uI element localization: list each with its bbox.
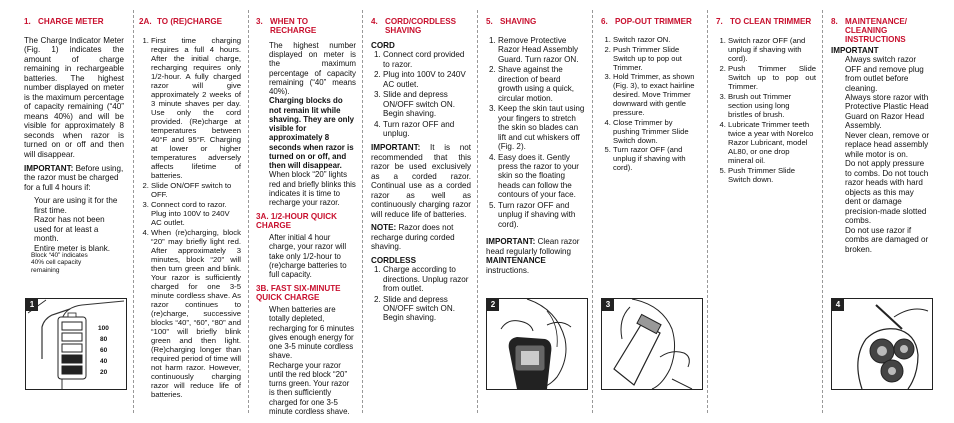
figure-number: 3 bbox=[602, 299, 614, 311]
section-heading: 1. CHARGE METER bbox=[24, 17, 104, 26]
section-heading: 8. MAINTENANCE/ CLEANING INSTRUCTIONS bbox=[831, 17, 908, 44]
column-divider bbox=[477, 10, 478, 413]
meter-level-40: 40 bbox=[100, 358, 108, 365]
list-item: 2. Push Trimmer Slide Switch up to pop out Trimmer. bbox=[728, 64, 816, 91]
list-item: Your are using it for the first time. bbox=[34, 196, 118, 215]
list-item: 4. Easy does it. Gently press the razor to your skin so the floating heads can follow the contours of your face. bbox=[498, 153, 586, 200]
list-item: 2. Push Trimmer Slide Switch up to pop out Trimmer. bbox=[613, 46, 701, 73]
list-item: 1. Connect cord provided to razor. bbox=[383, 50, 471, 69]
column-divider bbox=[707, 10, 708, 413]
list-item: 5. Turn razor OFF (and unplug if shaving with cord). bbox=[613, 146, 701, 173]
column-divider bbox=[248, 10, 249, 413]
list-item: 4. When (re)charging, block “20” may briefly light red. After approximately 3 minutes, block “20” will then turn green and blink. Your razor is sufficiently charged for one 3-5 minute cordless shave. As razor continues to (re)charge, successive blocks “40”, “60”, “80” and “100” will briefly blink green and then light. (Re)charging longer than required period of time will not harm razor. However, continuously charging razor will reduce life of batteries. bbox=[151, 228, 241, 399]
section-when-to-recharge: 3. WHEN TO RECHARGE The highest number displayed on meter is the maximum percentage of capacity remaining (“40” means 40%). Charging blocks do not remain lit while shaving. They are only visible for approximately 8 seconds when razor is turned on or off, and then will disappear. When block “20” lights red and briefly blinks this indicates it is time to recharge your razor. 3A. 1/2-HOUR QUICK CHARGE After initial 4 hour charge, your razor will take only 1/2-hour to (re)charge batteries to full capacity. 3B. FAST SIX-MINUTE QUICK CHARGE When batteries are totally depleted, recharging for 6 minutes gives enough energy for one 3-5 minute cordless shave. Recharge your razor until the red block “20” turns green. Your razor is then sufficiently charged for one 3-5 minute cordless shave. bbox=[256, 17, 356, 416]
section-heading: 4. CORD/CORDLESS SHAVING bbox=[371, 17, 457, 35]
subsection-heading: 3A. 1/2-HOUR QUICK CHARGE bbox=[256, 212, 337, 231]
list-item: 1. Switch razor ON. bbox=[613, 36, 701, 45]
section-shaving: 5. SHAVING 1. Remove Protective Razor Head Assembly Guard. Turn razor ON. 2. Shave against the direction of beard growth using a quick, circular motion. 3. Keep the skin taut using your fingers to stretch the skin so blades can lift and cut whiskers off (Fig. 2). 4. Easy does it. Gently press the razor to your skin so the floating heads can follow the contours of your face. 5. Turn razor OFF and unplug if shaving with cord). IMPORTANT: Clean razor head regularly following MAINTENANCE instructions. bbox=[486, 18, 586, 279]
section-heading: 6. POP-OUT TRIMMER bbox=[601, 17, 692, 26]
column-divider bbox=[822, 10, 823, 413]
figure-3-trimmer bbox=[601, 298, 703, 390]
list-item: 3. Keep the skin taut using your fingers to stretch the skin so blades can lift and cut whiskers off (Fig. 2). bbox=[498, 104, 586, 151]
section-heading: 7. TO CLEAN TRIMMER bbox=[716, 17, 812, 26]
charge-meter-text: The Charge Indicator Meter (Fig. 1) indicates the amount of charge remaining in rechargeable batteries. The highest number displayed on meter is the maximum percentage of capacity remaining (“40” means 40%) and will be visible for approximately 8 seconds when razor is turned on or off and then will disappear. bbox=[24, 35, 124, 159]
figure-number: 4 bbox=[832, 299, 844, 311]
cordless-heading: CORDLESS bbox=[371, 255, 416, 265]
important-label: IMPORTANT: bbox=[24, 163, 74, 173]
section-heading: 2A. TO (RE)CHARGE bbox=[139, 17, 223, 26]
column-divider bbox=[592, 10, 593, 413]
meter-level-60: 60 bbox=[100, 347, 108, 354]
list-item: 1. First time charging requires a full 4 hours. After the initial charge, recharging requires only 1/2-hour. A fully charged razor will give approximately 2 weeks of 3 minute shaves per day. Use only the cord provided. (Re)charge at temperatures between 40°F and 95°F. Charging at lower or higher temperatures adversely affects lifetime of batteries. bbox=[151, 36, 241, 180]
important-label: IMPORTANT: bbox=[371, 143, 421, 153]
meter-level-20: 20 bbox=[100, 369, 108, 376]
column-divider bbox=[133, 10, 134, 413]
list-item: 4. Close Trimmer by pushing Trimmer Slide Switch down. bbox=[613, 119, 701, 146]
section-clean-trimmer bbox=[716, 18, 816, 185]
list-item: 2. Slide ON/OFF switch to OFF. bbox=[151, 181, 241, 199]
section-recharge bbox=[139, 18, 241, 400]
section-maintenance: 8. MAINTENANCE/ CLEANING INSTRUCTIONS IMPORTANT Always switch razor OFF and remove plug from outlet before cleaning. Always store razor with Protective Plastic Head Guard on Razor Head Assembly. Never clean, remove or replace head assembly while motor is on. Do not apply pressure to combs. Do not touch razor heads with hard objects as this may dent or damage precision-made slotted combs. Do not use razor if combs are damaged or broken. bbox=[831, 17, 930, 254]
list-item: 2. Shave against the direction of beard growth using a quick, circular motion. bbox=[498, 65, 586, 103]
section-pop-out-trimmer bbox=[601, 18, 701, 174]
list-item: 4. Turn razor OFF and unplug. bbox=[383, 120, 471, 139]
figure-4-cleaning bbox=[831, 298, 933, 390]
subsection-heading: 3B. FAST SIX-MINUTE QUICK CHARGE bbox=[256, 284, 341, 303]
important-label: IMPORTANT: bbox=[486, 237, 536, 247]
figure-number: 1 bbox=[26, 299, 38, 311]
figure-2-shaving bbox=[486, 298, 588, 390]
meter-level-100: 100 bbox=[98, 325, 109, 332]
trimmer-illustration bbox=[602, 299, 702, 389]
list-item: 3. Slide and depress ON/OFF switch ON. Begin shaving. bbox=[383, 90, 471, 118]
list-item: 4. Lubricate Trimmer teeth twice a year with Norelco Razor Lubricant, model AL80, or one drop mineral oil. bbox=[728, 120, 816, 165]
list-item: 5. Turn razor OFF and unplug if shaving with cord). bbox=[498, 201, 586, 229]
list-item: 2. Slide and depress ON/OFF switch ON. Begin shaving. bbox=[383, 295, 471, 323]
list-item: 5. Push Trimmer Slide Switch down. bbox=[728, 166, 816, 184]
section-heading: 5. SHAVING bbox=[486, 17, 537, 26]
list-item: Entire meter is blank. bbox=[34, 243, 111, 253]
figure-1-charge-meter bbox=[25, 298, 127, 390]
important-label: IMPORTANT bbox=[831, 45, 879, 55]
meter-level-80: 80 bbox=[100, 336, 108, 343]
column-divider bbox=[362, 10, 363, 413]
figure-number: 2 bbox=[487, 299, 499, 311]
section-charge-meter: 1. CHARGE METER The Charge Indicator Meter (Fig. 1) indicates the amount of charge remaining in rechargeable batteries. The highest number displayed on meter is the maximum percentage of capacity remaining (“40” means 40%) and will be visible for approximately 8 seconds when razor is turned on or off and then will disappear. IMPORTANT: Before using, the razor must be charged for a full 4 hours if: Your are using it for the first time. Razor has not been used for at least a month. Entire meter is blank. bbox=[24, 17, 124, 253]
list-item: 3. Brush out Trimmer section using long bristles of brush. bbox=[728, 92, 816, 119]
list-item: 1. Switch razor OFF (and unplug if shaving with cord). bbox=[728, 36, 816, 63]
list-item: 1. Remove Protective Razor Head Assembly Guard. Turn razor ON. bbox=[498, 36, 586, 64]
shaving-illustration bbox=[487, 299, 587, 389]
note-label: NOTE: bbox=[371, 223, 397, 233]
section-cord-cordless: 4. CORD/CORDLESS SHAVING CORD 1. Connect cord provided to razor. 2. Plug into 100V to 240V AC outlet. 3. Slide and depress ON/OFF switch ON. Begin shaving. 4. Turn razor OFF and unplug. IMPORTANT: It is not recommended that this razor be used exclusively as a corded razor. Continual use as a corded razor as well as continuously charging razor will reduce life of batteries. NOTE: Razor does not recharge during corded shaving. CORDLESS 1. Charge according to directions. Unplug razor from outlet. 2. Slide and depress ON/OFF switch ON. Begin shaving. bbox=[371, 18, 471, 324]
section-heading: 3. WHEN TO RECHARGE bbox=[256, 17, 317, 35]
list-item: 3. Connect cord to razor. Plug into 100V to 240V AC outlet. bbox=[151, 200, 241, 227]
cleaning-illustration bbox=[832, 299, 932, 389]
charge-meter-illustration bbox=[26, 299, 126, 389]
figure-callout: Block “40” indicates 40% cell capacity remaining bbox=[31, 252, 88, 274]
cord-heading: CORD bbox=[371, 40, 395, 50]
list-item: 3. Hold Trimmer, as shown (Fig. 3), to exact hairline desired. Move Trimmer downward with gentle pressure. bbox=[613, 73, 701, 117]
list-item: 2. Plug into 100V to 240V AC outlet. bbox=[383, 70, 471, 89]
list-item: Razor has not been used for at least a month. bbox=[34, 215, 105, 244]
list-item: 1. Charge according to directions. Unplug razor from outlet. bbox=[383, 265, 471, 293]
